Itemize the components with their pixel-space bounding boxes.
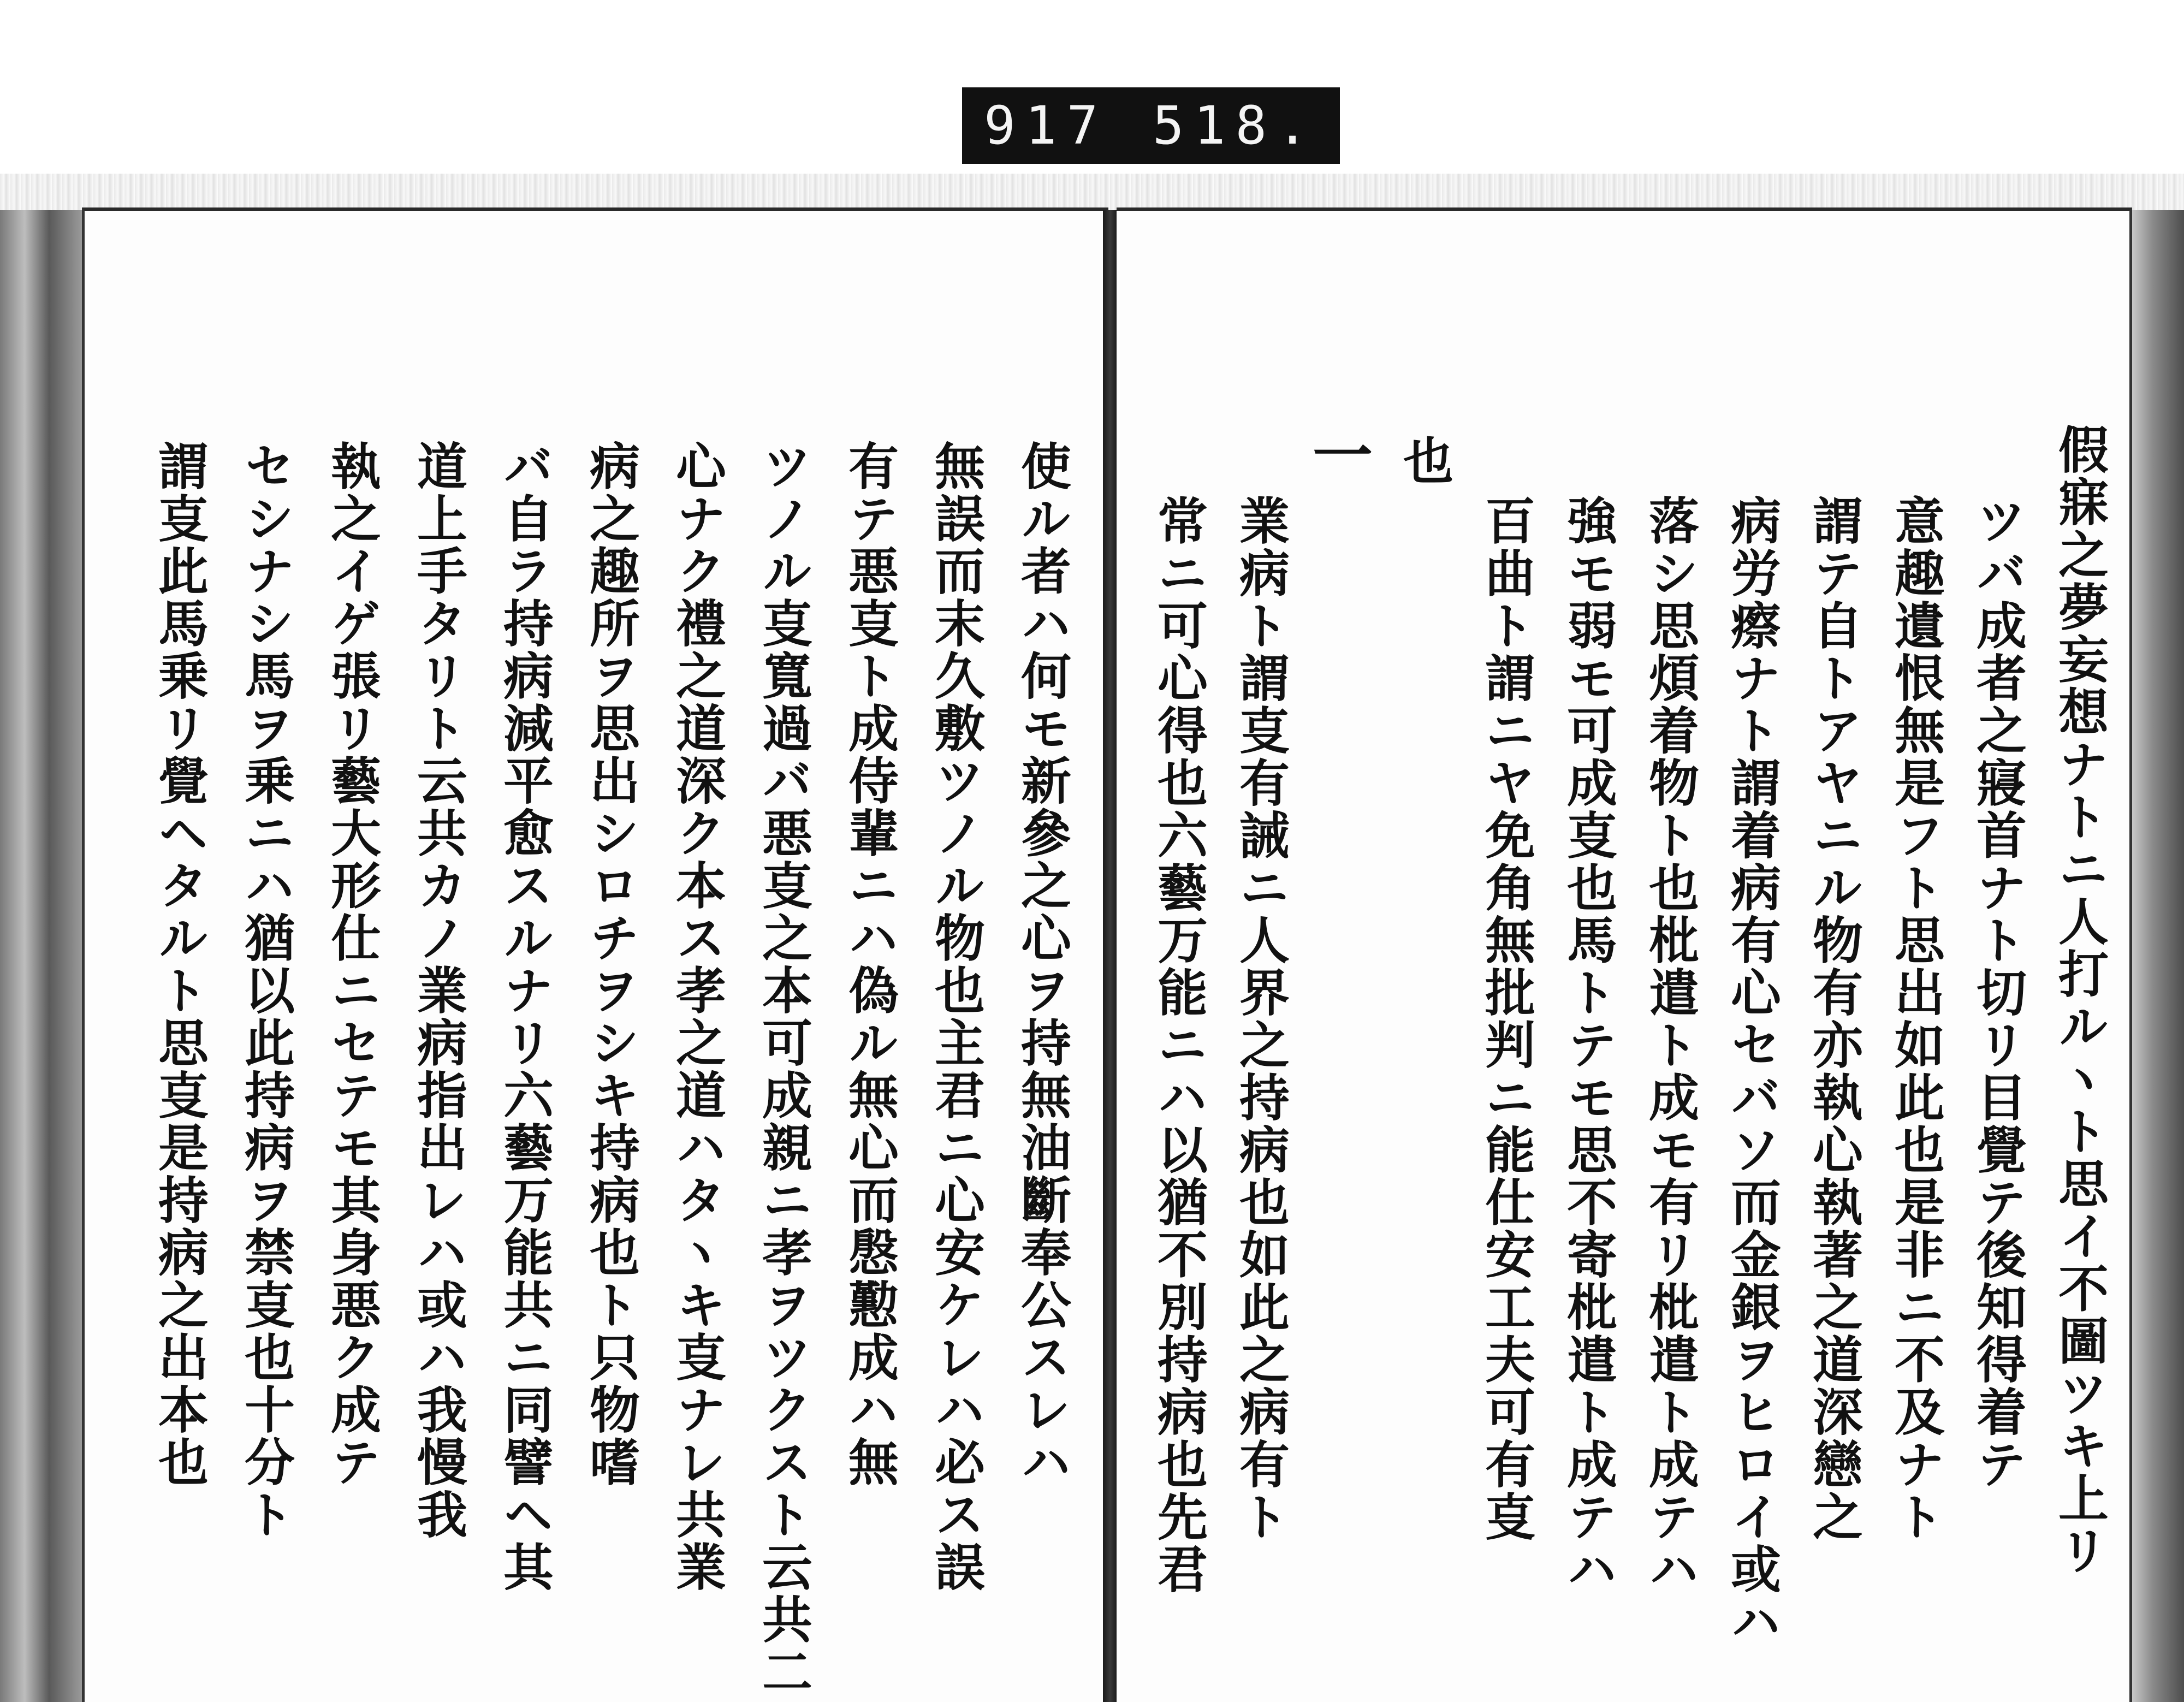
left-col-11: 謂㕝此馬乗リ覺ヘタルト思㕝是持病之出本也 <box>150 440 209 1488</box>
scan-noise-strip <box>0 174 2184 212</box>
left-col-3: 有テ悪㕝ト成侍輩ニハ偽ル無心而慇懃成ハ無 <box>840 440 899 1488</box>
book-gutter <box>1103 210 1117 1702</box>
right-page <box>1117 207 2132 1702</box>
left-col-7: バ自ラ持病減平愈スルナリ六藝万能共ニ同譬ヘ其 <box>495 440 554 1593</box>
left-col-1: 使ル者ハ何モ新參之心ヲ持無油斷奉公スレハ <box>1013 440 1072 1488</box>
book-edge-right <box>2132 210 2184 1702</box>
left-col-6: 病之趣所ヲ思出シロチヲシキ持病也ト只物嗜 <box>581 440 640 1488</box>
right-col-3: 意趣遺恨無是フト思出如此也是非ニ不及ナト <box>1886 495 1945 1543</box>
right-col-6: 落シ思煩着物ト也枇遣ト成モ有リ枇遣ト成テハ <box>1641 495 1700 1596</box>
right-col-11: 業病ト謂㕝有誡ニ人界之持病也如此之病有ト <box>1231 495 1290 1543</box>
left-col-8: 道上手タリト云共カノ業病指出レハ或ハ我慢我 <box>409 440 468 1541</box>
right-col-7: 強モ弱モ可成㕝也馬トテモ思不寄枇遣ト成テハ <box>1559 495 1618 1596</box>
book-edge-left <box>0 210 82 1702</box>
left-col-5: 心ナク禮之道深ク本ス孝之道ハタヽキ㕝ナレ共業 <box>668 440 727 1593</box>
item-marker: 一 <box>1303 424 1373 486</box>
frame-number-right: 518. <box>1152 95 1318 156</box>
left-page <box>82 207 1108 1702</box>
right-col-9: 也 <box>1395 435 1454 487</box>
right-col-2: ツバ成者之寢首ナト切リ目覺テ後知得着テ <box>1968 495 2027 1491</box>
left-col-4: ツノル㕝寬過バ悪㕝之本可成親ニ孝ヲツクスト云共二 <box>754 440 813 1698</box>
right-col-1: 假寐之夢妄想ナトニ人打ルヽト思イ不圖ツキ上リ <box>2050 424 2109 1577</box>
right-col-12: 常ニ可心得也六藝万能ニハ以猶不別持病也先君 <box>1149 495 1208 1596</box>
microfilm-frame-label <box>962 87 1340 164</box>
right-page-text <box>1133 424 2116 1648</box>
frame-number-left: 917 <box>984 95 1108 156</box>
left-page-text <box>106 440 1078 1698</box>
left-col-2: 無誤而末久敷ツノル物也主君ニ心安ケレハ必ス誤 <box>927 440 986 1593</box>
right-col-5: 病労瘵ナト謂着病有心セバソ而金銀ヲヒロイ或ハ <box>1723 495 1782 1648</box>
left-col-10: セシナシ馬ヲ乗ニハ猶以此持病ヲ禁㕝也十分ト <box>236 440 295 1541</box>
right-col-8: 百曲ト謂ニヤ免角無批判ニ能仕安工夫可有㕝 <box>1477 495 1536 1543</box>
left-col-9: 執之イゲ張リ藝大形仕ニセテモ其身悪ク成テ <box>323 440 382 1488</box>
right-col-4: 謂テ自トアヤニル物有亦執心執著之道深戀之 <box>1805 495 1863 1543</box>
